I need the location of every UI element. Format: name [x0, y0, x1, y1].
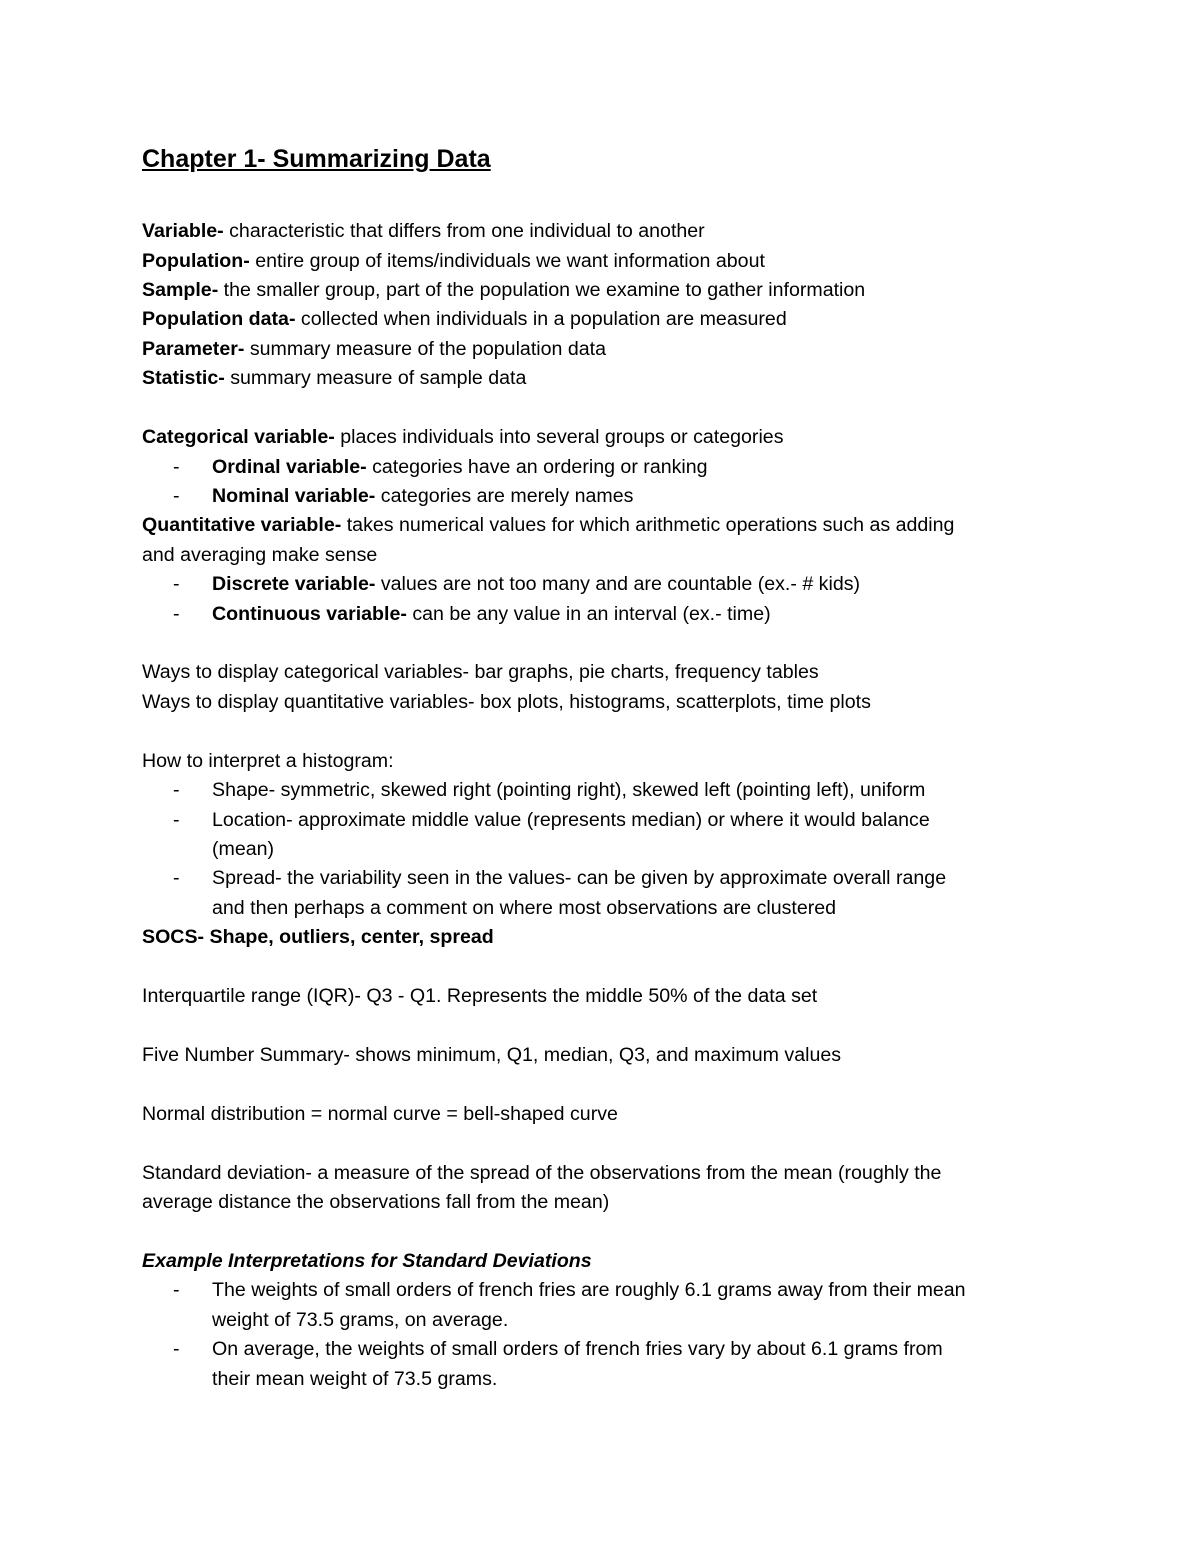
- definition-term: Sample-: [142, 279, 219, 301]
- histogram-heading: How to interpret a histogram:: [142, 750, 394, 772]
- bullet-dash: -: [173, 456, 180, 478]
- definition-population-data: [142, 307, 787, 331]
- definition-statistic: [142, 366, 526, 390]
- quantitative-variable-continued: and averaging make sense: [142, 544, 378, 566]
- definition-term: Ordinal variable-: [212, 456, 367, 478]
- definition-text: takes numerical values for which arithmetic operations such as adding: [341, 514, 955, 536]
- histogram-shape: Shape- symmetric, skewed right (pointing right), skewed left (pointing left), uniform: [212, 779, 926, 801]
- definition-text: values are not too many and are countable (ex.- # kids): [375, 573, 861, 595]
- bullet-dash: -: [173, 573, 180, 595]
- display-quantitative: Ways to display quantitative variables- box plots, histograms, scatterplots, time plots: [142, 691, 871, 713]
- definition-term: Discrete variable-: [212, 573, 376, 595]
- bullet-dash: -: [173, 779, 180, 801]
- definition-term: Population data-: [142, 308, 296, 330]
- bullet-dash: -: [173, 603, 180, 625]
- example-2-continued: their mean weight of 73.5 grams.: [212, 1368, 498, 1390]
- histogram-spread-continued: and then perhaps a comment on where most observations are clustered: [212, 897, 837, 919]
- standard-deviation-line: Standard deviation- a measure of the spread of the observations from the mean (roughly the: [142, 1162, 942, 1184]
- definition-text: places individuals into several groups or categories: [334, 426, 784, 448]
- quantitative-variable: [142, 513, 954, 537]
- normal-distribution-line: Normal distribution = normal curve = bell-shaped curve: [142, 1103, 618, 1125]
- definition-variable: [142, 219, 705, 243]
- definition-text: can be any value in an interval (ex.- time): [406, 603, 771, 625]
- definition-term: Nominal variable-: [212, 485, 376, 507]
- definition-text: categories have an ordering or ranking: [366, 456, 708, 478]
- continuous-variable: [212, 602, 771, 626]
- definition-term: Population-: [142, 250, 250, 272]
- definition-term: Variable-: [142, 220, 224, 242]
- example-2: On average, the weights of small orders of french fries vary by about 6.1 grams from: [212, 1338, 943, 1360]
- example-1-continued: weight of 73.5 grams, on average.: [212, 1309, 509, 1331]
- display-categorical: Ways to display categorical variables- bar graphs, pie charts, frequency tables: [142, 661, 819, 683]
- example-1: The weights of small orders of french fries are roughly 6.1 grams away from their mean: [212, 1279, 966, 1301]
- definition-text: categories are merely names: [375, 485, 634, 507]
- bullet-dash: -: [173, 1279, 180, 1301]
- nominal-variable: [212, 484, 633, 508]
- bullet-dash: -: [173, 809, 180, 831]
- definition-term: Statistic-: [142, 367, 225, 389]
- definition-text: entire group of items/individuals we want information about: [249, 250, 765, 272]
- histogram-spread: Spread- the variability seen in the values- can be given by approximate overall range: [212, 867, 947, 889]
- bullet-dash: -: [173, 485, 180, 507]
- histogram-location: Location- approximate middle value (represents median) or where it would balance: [212, 809, 930, 831]
- definition-text: the smaller group, part of the population we examine to gather information: [218, 279, 866, 301]
- definition-parameter: [142, 337, 606, 361]
- ordinal-variable: [212, 455, 708, 479]
- examples-heading: Example Interpretations for Standard Deviations: [142, 1250, 592, 1272]
- bullet-dash: -: [173, 1338, 180, 1360]
- definition-term: Categorical variable-: [142, 426, 335, 448]
- iqr-line: Interquartile range (IQR)- Q3 - Q1. Represents the middle 50% of the data set: [142, 985, 818, 1007]
- discrete-variable: [212, 572, 860, 596]
- page-title: Chapter 1- Summarizing Data: [142, 145, 491, 173]
- categorical-variable: [142, 425, 784, 449]
- definition-text: summary measure of the population data: [244, 338, 606, 360]
- five-number-summary-line: Five Number Summary- shows minimum, Q1, median, Q3, and maximum values: [142, 1044, 842, 1066]
- definition-text: characteristic that differs from one individual to another: [223, 220, 705, 242]
- definition-term: Continuous variable-: [212, 603, 407, 625]
- definition-term: Parameter-: [142, 338, 245, 360]
- bullet-dash: -: [173, 867, 180, 889]
- definition-sample: [142, 278, 865, 302]
- definition-text: collected when individuals in a population are measured: [295, 308, 787, 330]
- definition-text: summary measure of sample data: [224, 367, 527, 389]
- definition-term: Quantitative variable-: [142, 514, 342, 536]
- socs-line: SOCS- Shape, outliers, center, spread: [142, 926, 494, 948]
- histogram-location-continued: (mean): [212, 838, 275, 860]
- standard-deviation-continued: average distance the observations fall from the mean): [142, 1191, 610, 1213]
- definition-population: [142, 249, 765, 273]
